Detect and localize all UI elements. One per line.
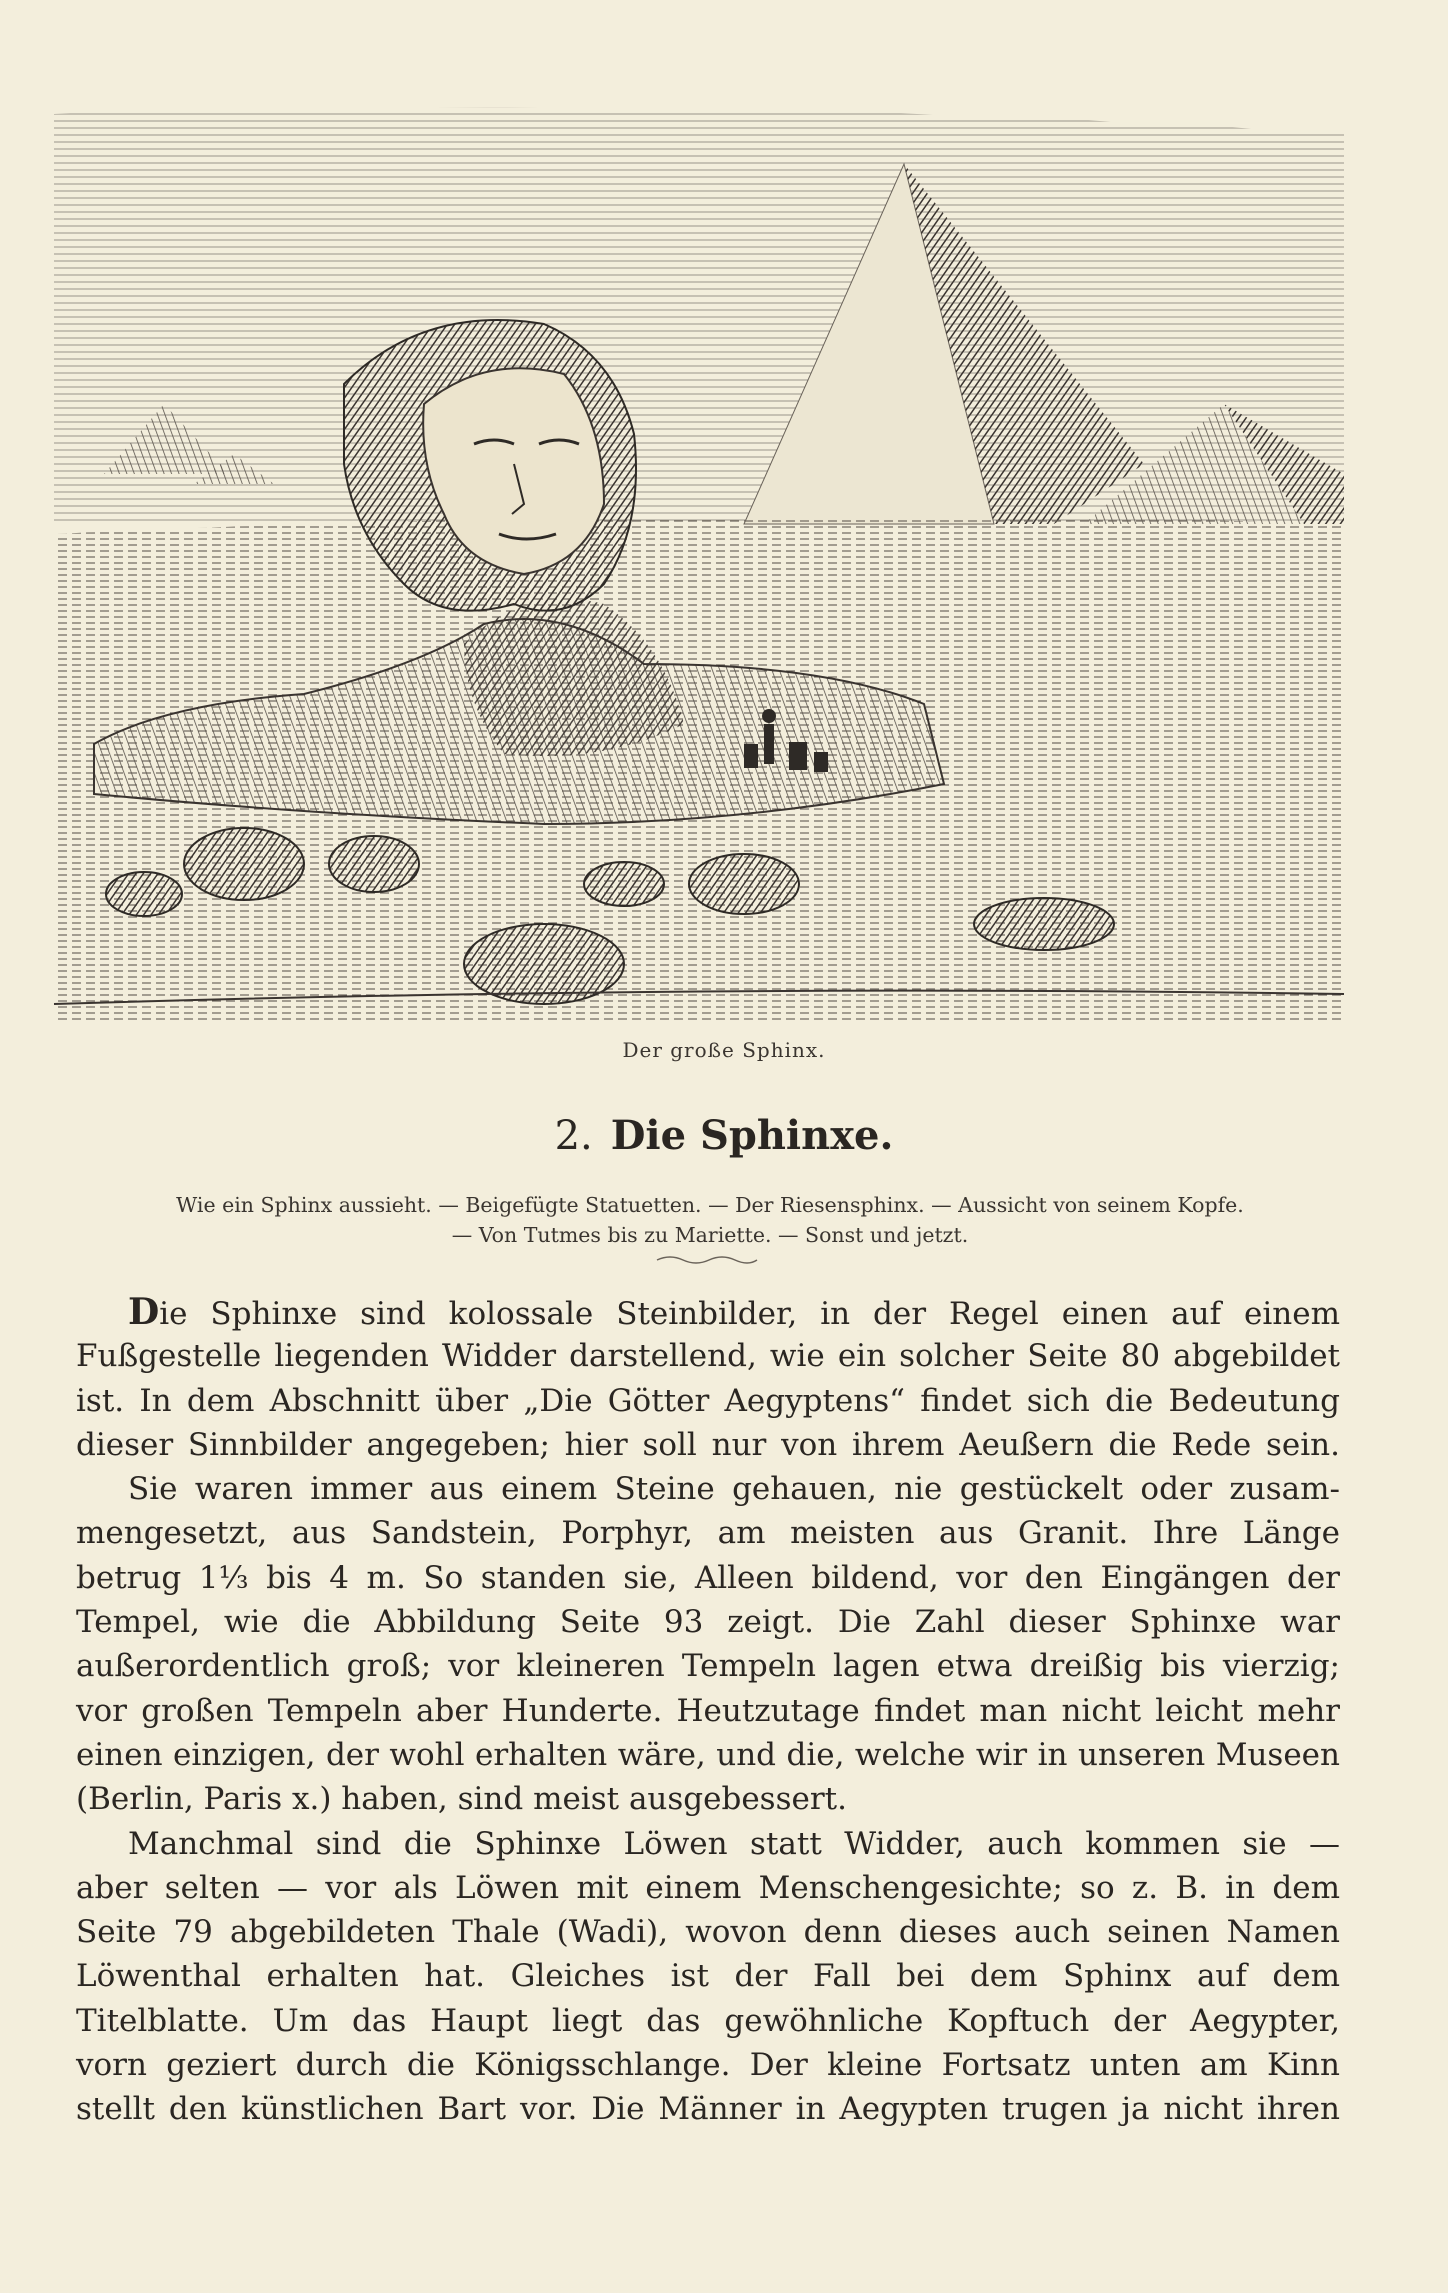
chapter-heading [0,1112,1448,1159]
summary-line: Wie ein Sphinx aussieht. — Beigefügte Statuetten. — Der Riesensphinx. — Aussicht von seinem Kopfe. [176,1193,1244,1217]
text-line: dieser Sinnbilder angegeben; hier soll nur von ihrem Aeußern die Rede sein. [76,1426,1340,1463]
text-line: außerordentlich groß; vor kleineren Tempeln lagen etwa dreißig bis vierzig; [76,1648,1340,1685]
text-line: vorn geziert durch die Königsschlange. Der kleine Fortsatz unten am Kinn [76,2047,1340,2084]
illustration-caption: Der große Sphinx. [622,1038,826,1062]
text-line: stellt den künstlichen Bart vor. Die Männer in Aegypten trugen ja nicht ihren [76,2091,1340,2128]
body-text [76,1290,1340,2132]
chapter-number: 2. [554,1113,593,1159]
drop-cap: D [128,1291,160,1333]
summary-line: — Von Tutmes bis zu Mariette. — Sonst und jetzt. [451,1223,969,1247]
text-line: Fußgestelle liegenden Widder darstellend, wie ein solcher Seite 80 abgebildet [76,1338,1340,1375]
text-line: ist. In dem Abschnitt über „Die Götter Aegyptens“ findet sich die Bedeutung [76,1382,1340,1419]
sphinx-illustration [44,104,1360,1034]
text-line: Titelblatte. Um das Haupt liegt das gewöhnliche Kopftuch der Aegypter, [76,2002,1340,2039]
text-line: Sie waren immer aus einem Steine gehauen, nie gestückelt oder zusam- [128,1471,1340,1508]
text-line: vor großen Tempeln aber Hunderte. Heutzutage findet man nicht leicht mehr [76,1692,1340,1729]
text-line: Manchmal sind die Sphinxe Löwen statt Widder, auch kommen sie — [128,1825,1340,1862]
text-line: betrug 1⅓ bis 4 m. So standen sie, Alleen bildend, vor den Eingängen der [76,1559,1340,1596]
text-line: Die Sphinxe sind kolossale Steinbilder, in der Regel einen auf einem [128,1291,1340,1333]
ornament-divider [655,1254,759,1266]
text-line: Seite 79 abgebildeten Thale (Wadi), wovon denn dieses auch seinen Namen [76,1914,1340,1951]
text-line: aber selten — vor als Löwen mit einem Menschengesichte; so z. B. in dem [76,1869,1340,1906]
text-line: mengesetzt, aus Sandstein, Porphyr, am meisten aus Granit. Ihre Länge [76,1515,1340,1552]
text-line: einen einzigen, der wohl erhalten wäre, und die, welche wir in unseren Museen [76,1736,1340,1773]
chapter-title: Die Sphinxe. [610,1112,894,1159]
chapter-summary [78,1190,1342,1250]
text-line: Tempel, wie die Abbildung Seite 93 zeigt. Die Zahl dieser Sphinxe war [76,1604,1340,1641]
sky [54,107,1344,524]
text-line: (Berlin, Paris x.) haben, sind meist ausgebessert. [76,1781,847,1818]
text-line: Löwenthal erhalten hat. Gleiches ist der Fall bei dem Sphinx auf dem [76,1958,1340,1995]
